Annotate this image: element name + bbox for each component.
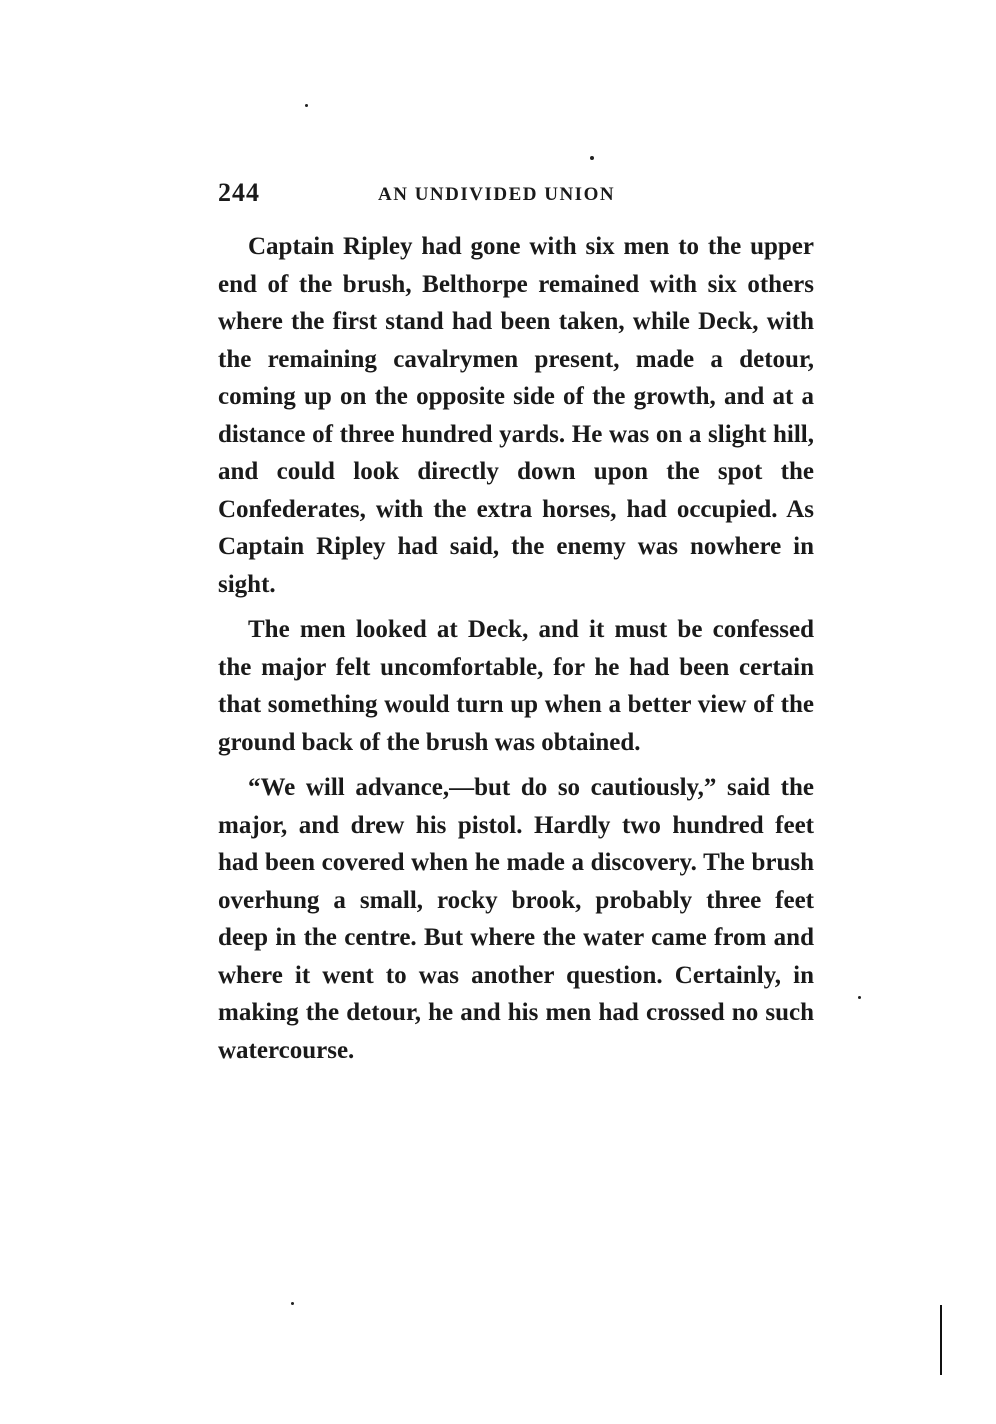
scan-speck bbox=[858, 996, 861, 999]
page-number: 244 bbox=[218, 178, 260, 207]
paragraph-3: “We will advance,—but do so cautiously,” said the major, and drew his pistol. Hardly two hundred feet had been covered when he made a discovery. The brush overhung a small, rocky brook, probably three feet deep in the centre. But where the water came from and where it went to was another question. Certainly, in making the detour, he and his men had crossed no such watercourse. bbox=[218, 774, 814, 1064]
scan-speck bbox=[590, 156, 594, 160]
scan-speck bbox=[291, 1302, 294, 1305]
running-head bbox=[218, 178, 818, 212]
scan-speck bbox=[305, 104, 308, 107]
paragraph-1: Captain Ripley had gone with six men to the upper end of the brush, Belthorpe remained with six others where the first stand had been taken, while Deck, with the remaining cavalrymen present, made a detour, coming up on the opposite side of the growth, and at a distance of three hundred yards. He was on a slight hill, and could look directly down upon the spot the Confederates, with the extra horses, had occupied. As Captain Ripley had said, the enemy was nowhere in sight. bbox=[218, 233, 814, 598]
scan-edge-line bbox=[940, 1305, 942, 1375]
running-title: AN UNDIVIDED UNION bbox=[378, 184, 616, 205]
body-text bbox=[218, 228, 814, 1069]
paragraph-2: The men looked at Deck, and it must be confessed the major felt uncomfortable, for he had been certain that something would turn up when a better view of the ground back of the brush was obtained. bbox=[218, 616, 814, 756]
